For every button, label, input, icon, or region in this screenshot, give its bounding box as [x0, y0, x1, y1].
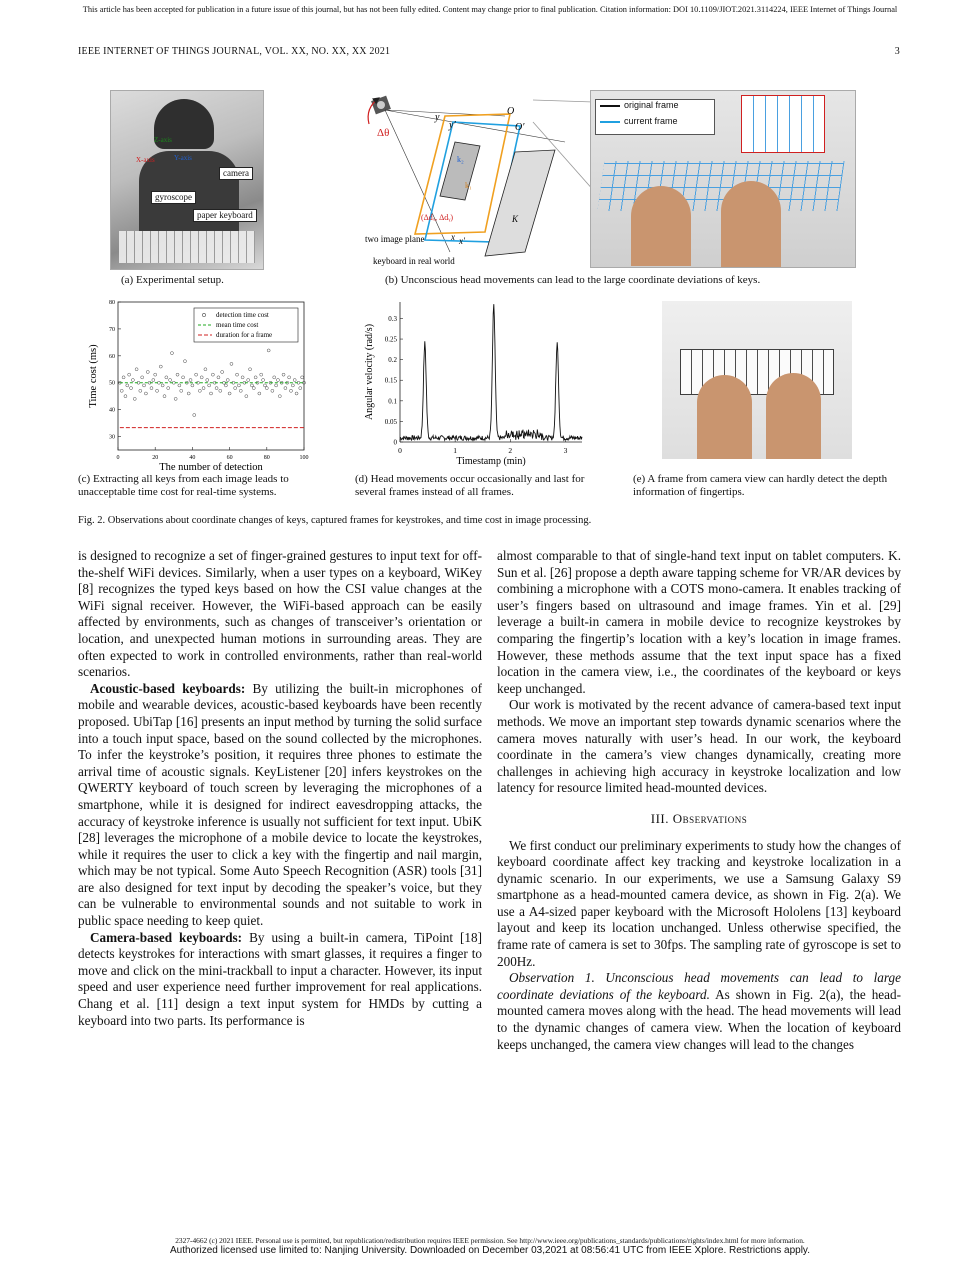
data-point [156, 389, 159, 392]
paragraph-text: We first conduct our preliminary experiments to study how the changes of keyboard coordinate affect key tracking and keystroke localization in a dynamic scenario. In our experiments, we use a Samsung Galaxy S9 smartphone as a head-mounted camera device, as shown in Fig. 2(a). We use a A4-sized paper keyboard with the Microsoft Hololens [13] keyboard layout and keep its location unchanged. Unless otherwise specified, the frame rate of camera is set to 30fps. The sampling rate of gyroscope is set to 200Hz. [497, 837, 901, 969]
x-tick-label: 2 [508, 446, 513, 455]
paragraph [497, 548, 901, 697]
axis-x-label: x [451, 232, 455, 242]
fig-e-photo [662, 301, 852, 459]
data-point [278, 395, 281, 398]
fig-a-photo [110, 90, 264, 270]
paragraph-text: Our work is motivated by the recent advance of camera-based text input methods. We move an important step towards dynamic scenarios where the camera moves naturally with user’s head. In our work, the keyboard coordinate in the camera’s view changes dynamically, creating more challenges in achieving high accuracy in keystroke localization and low latency for resource limited head-mounted devices. [497, 697, 901, 796]
data-point [247, 379, 250, 382]
data-point [146, 370, 149, 373]
data-point [131, 379, 134, 382]
data-point [174, 397, 177, 400]
paragraph-text: By utilizing the built-in microphones of mobile and wearable devices, acoustic-based keyboards have been recently proposed. UbiTap [16] presents an input method by turning the solid surface into a touch input space, based on the sound collected by the microphones. To infer the keystroke’s position, it requires three phones to estimate the arrival time of acoustic signals. KeyListener [20] infers keystrokes on the QWERTY keyboard of touch screen by leveraging the microphones of a smartphone, while it is designed for indirect eavesdropping attacks, the accuracy of keystroke inference is usually not sufficient for text input. UbiK [28] leverages the microphone of a mobile device to locate the keystrokes, while it requires the user to click a key with the fingertip and nail margin, which may be not typical. Some Auto Speech Recognition (ASR) tools [31] are also designed for text input by decoding the speaker’s voice, but they can be vulnerable to environmental sounds and not suitable to work in public space needing to keep quiet. [78, 680, 483, 929]
data-point [200, 376, 203, 379]
data-point [295, 392, 298, 395]
data-point [124, 395, 127, 398]
key-k2-label: k₂ [457, 155, 464, 164]
label-y-axis: Y-axis [174, 154, 192, 162]
data-point [271, 389, 274, 392]
fig-b-caption: (b) Unconscious head movements can lead to the large coordinate deviations of keys. [385, 274, 761, 286]
x-tick-label: 1 [453, 446, 458, 455]
data-point [211, 373, 214, 376]
y-tick-label: 50 [109, 380, 115, 387]
data-point [182, 376, 185, 379]
data-point [187, 392, 190, 395]
y-tick-label: 40 [109, 407, 115, 414]
x-tick-label: 40 [189, 455, 196, 461]
data-point [135, 368, 138, 371]
data-point [191, 384, 194, 387]
x-tick-label: 0 [116, 455, 120, 461]
y-axis-label: Angular velocity (rad/s) [364, 323, 375, 421]
figure-caption: Fig. 2. Observations about coordinate changes of keys, captured frames for keystrokes, and time cost in image processing. [78, 515, 592, 526]
paragraph-text: Observation 1. Unconscious head movements can lead to large coordinate deviations of the keyboard. [497, 970, 901, 1002]
data-point [230, 362, 233, 365]
delta-d-label: (Δdₓ, Δdᵧ) [421, 213, 454, 222]
data-point [252, 387, 255, 390]
data-point [245, 395, 248, 398]
data-point [178, 384, 181, 387]
paragraph [497, 697, 901, 797]
fig-a-caption: (a) Experimental setup. [121, 274, 224, 286]
data-point [265, 387, 268, 390]
image-plane-label: two image plane [365, 234, 425, 244]
y-tick-label: 0.15 [384, 376, 397, 385]
running-header [78, 46, 900, 57]
data-point [165, 376, 168, 379]
data-point [219, 389, 222, 392]
legend-label: detection time cost [216, 311, 269, 319]
data-point [189, 379, 192, 382]
data-point [301, 376, 304, 379]
y-tick-label: 0.25 [384, 335, 397, 344]
page-number: 3 [894, 46, 900, 57]
data-point [163, 395, 166, 398]
data-point [289, 389, 292, 392]
y-tick-label: 60 [109, 353, 115, 360]
data-point [130, 387, 133, 390]
data-point [141, 376, 144, 379]
data-point [254, 376, 257, 379]
label-gyroscope: gyroscope [151, 191, 196, 204]
angular-velocity-line [400, 304, 582, 440]
fig-d-caption: (d) Head movements occur occasionally and last for several frames instead of all frames. [355, 473, 585, 498]
data-point [293, 379, 296, 382]
paragraph [78, 548, 482, 681]
legend-current-frame: current frame [624, 116, 678, 126]
y-tick-label: 0 [393, 438, 397, 447]
origin-o-prime-label: O′ [515, 122, 525, 133]
y-tick-label: 0.1 [388, 397, 397, 406]
data-point [143, 384, 146, 387]
footer-license: Authorized licensed use limited to: Nanjing University. Downloaded on December 03,2021 at 08:56:41 UTC from IEEE Xplore. Restrictions apply. [170, 1245, 810, 1256]
data-point [122, 376, 125, 379]
data-point [154, 373, 157, 376]
data-point [139, 389, 142, 392]
data-point [206, 379, 209, 382]
y-axis-label: Time cost (ms) [88, 344, 99, 408]
paragraph-text: is designed to recognize a set of finger-grained gestures to input text for off-the-shelf WiFi devices. Similarly, when a user types on a keyboard, WiKey [8] recognizes the typed keys based on how the CSI value changes at the WiFi signal receiver. However, the WiFi-based approach can be easily affected by environments, such as changes of transceiver’s orientation or location, and unexpected human motions in surrounding areas. They are often expected to work in controlled environments, rather than real-world scenarios. [78, 548, 482, 680]
camera-icon [371, 96, 391, 115]
x-tick-label: 0 [398, 446, 402, 455]
data-point [284, 387, 287, 390]
origin-o-label: O [507, 106, 515, 117]
label-camera: camera [219, 167, 253, 180]
footer-rights: 2327-4662 (c) 2021 IEEE. Personal use is permitted, but republication/redistribution requires IEEE permission. See http://www.ieee.org/publications_standards/publications/rights/index.html for more information. [175, 1236, 805, 1245]
fig-d-line-chart [360, 296, 590, 472]
axis-x-prime-label: x′ [459, 236, 465, 246]
data-point [267, 349, 270, 352]
paragraph [497, 970, 901, 1053]
legend-label: duration for a frame [216, 331, 273, 339]
fig-c-scatter-chart [82, 296, 312, 472]
legend-label: mean time cost [216, 321, 259, 329]
data-point [275, 384, 278, 387]
body-left-column [78, 548, 482, 1029]
run-in-heading: Acoustic-based keyboards: [90, 680, 246, 696]
data-point [183, 360, 186, 363]
data-point [128, 373, 131, 376]
data-point [198, 389, 201, 392]
data-point [217, 376, 220, 379]
y-tick-label: 30 [109, 434, 115, 441]
axis-y-label: y [435, 112, 440, 123]
fig-c-caption: (c) Extracting all keys from each image leads to unacceptable time cost for real-time systems. [78, 473, 289, 498]
key-k1-label: k₁ [465, 181, 472, 190]
data-point [249, 368, 252, 371]
axis-y-prime-label: y′ [449, 120, 456, 131]
y-tick-label: 0.3 [388, 314, 397, 323]
y-tick-label: 70 [109, 326, 115, 333]
x-tick-label: 60 [226, 455, 233, 461]
data-point [276, 379, 279, 382]
paragraph-text: By using a built-in camera, TiPoint [18] detects keystrokes for interactions with smart glasses, it requires a finger to move and click on the mini-trackball to input a character. However, its input speed and user experience need further improvement for real applications. Chang et al. [11] design a text input system for HMDs by cutting a keyboard into two parts. Its performance is [78, 929, 482, 1028]
data-point [258, 392, 261, 395]
fig-b-photo [590, 90, 856, 268]
data-point [193, 414, 196, 417]
data-point [169, 379, 172, 382]
data-point [204, 368, 207, 371]
data-point [241, 376, 244, 379]
data-point [144, 392, 147, 395]
legend-original-frame: original frame [624, 100, 679, 110]
x-tick-label: 100 [299, 455, 309, 461]
data-point [221, 370, 224, 373]
label-paper-keyboard: paper keyboard [193, 209, 257, 222]
data-point [234, 387, 237, 390]
paragraph [78, 930, 482, 1030]
label-z-axis: Z-axis [154, 136, 172, 144]
x-tick-label: 80 [263, 455, 270, 461]
data-point [152, 379, 155, 382]
publication-notice: This article has been accepted for publication in a future issue of this journal, but has not been fully edited. Content may change prior to final publication. Citation information: DOI 10.1109/JIOT.2021.3114224, IEEE Internet of Things Journal [82, 5, 898, 14]
data-point [150, 387, 153, 390]
label-x-axis: X-axis [136, 156, 155, 164]
x-tick-label: 20 [152, 455, 159, 461]
paragraph-text: almost comparable to that of single-hand text input on tablet computers. K. Sun et al. [26] propose a depth aware tapping scheme for VR/AR devices by combining a microphone with a COTS mono-camera. It enables tracking of user’s fingers based on ultrasound and image frames. Yin et al. [29] leverage a built-in camera in mobile device to recognize keystrokes by comparing the fingertip’s location with a key’s location in image frames. However, these methods assume that the text input space has a fixed location in the camera view, i.e., the coordinates of the keyboard or keys keep unchanged. [497, 548, 901, 696]
data-point [161, 384, 164, 387]
paragraph [497, 838, 901, 971]
data-point [262, 379, 265, 382]
y-tick-label: 0.05 [384, 417, 397, 426]
data-point [291, 384, 294, 387]
keyboard-k-label: K [512, 214, 519, 224]
y-tick-label: 0.2 [388, 356, 397, 365]
data-point [288, 376, 291, 379]
x-tick-label: 3 [563, 446, 568, 455]
y-tick-label: 80 [109, 300, 115, 306]
data-point [176, 373, 179, 376]
data-point [299, 387, 302, 390]
data-point [215, 387, 218, 390]
fig-b-diagram [355, 92, 590, 270]
legend [194, 308, 298, 342]
data-point [126, 384, 129, 387]
data-point [180, 389, 183, 392]
data-point [239, 389, 242, 392]
data-point [226, 379, 229, 382]
data-point [133, 397, 136, 400]
delta-theta-label: Δθ [377, 127, 390, 139]
data-point [263, 384, 266, 387]
journal-title: IEEE INTERNET OF THINGS JOURNAL, VOL. XX, NO. XX, XX 2021 [78, 46, 391, 57]
data-point [210, 392, 213, 395]
fig-e-caption: (e) A frame from camera view can hardly detect the depth information of fingertips. [633, 473, 888, 498]
data-point [228, 392, 231, 395]
paragraph-text: As shown in Fig. 2(a), the head-mounted camera moves along with the head. The head movements will lead to the dynamic changes of camera view. When the location of keyboard keeps unchanged, the camera view changes will lead to the changes [497, 986, 902, 1052]
data-point [237, 384, 240, 387]
real-keyboard-label: keyboard in real world [373, 256, 455, 266]
data-point [236, 373, 239, 376]
data-point [170, 352, 173, 355]
x-axis-label: The number of detection [159, 462, 263, 472]
data-point [224, 384, 227, 387]
run-in-heading: Camera-based keyboards: [90, 929, 243, 945]
data-point [159, 365, 162, 368]
paragraph [78, 681, 482, 930]
data-point [167, 387, 170, 390]
data-point [282, 373, 285, 376]
data-point [273, 376, 276, 379]
body-right-column [497, 548, 901, 1053]
data-point [260, 373, 263, 376]
data-point [250, 384, 253, 387]
section-title: III. Observations [650, 810, 748, 826]
data-point [120, 389, 123, 392]
x-axis-label: Timestamp (min) [456, 456, 526, 467]
data-point [195, 373, 198, 376]
data-point [208, 384, 211, 387]
data-point [202, 387, 205, 390]
section-heading [497, 811, 901, 828]
